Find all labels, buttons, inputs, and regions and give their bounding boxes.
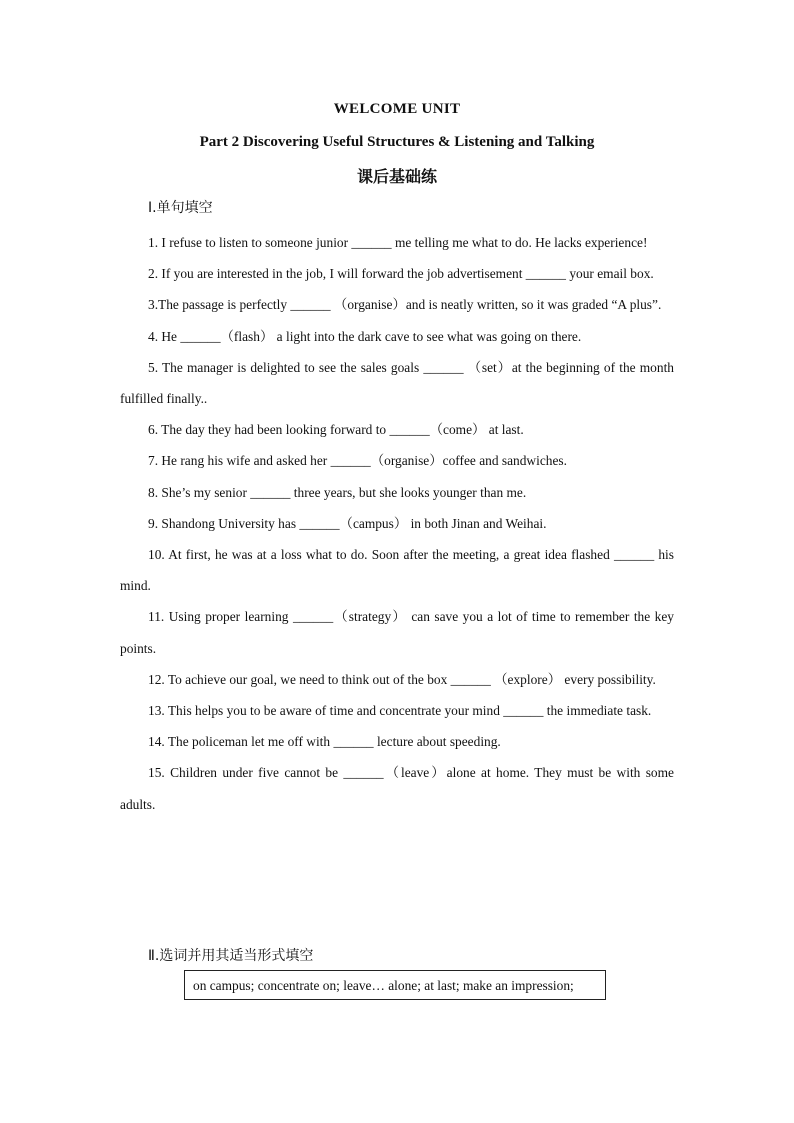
question-item: 7. He rang his wife and asked her ______（organise）coffee and sandwiches.	[148, 453, 567, 469]
word-bank-box: on campus; concentrate on; leave… alone; at last; make an impression;	[184, 970, 606, 1000]
question-item: 1. I refuse to listen to someone junior ______ me telling me what to do. He lacks experience!	[148, 235, 648, 250]
question-item: 3.The passage is perfectly ______ （organise）and is neatly written, so it was graded “A plus”.	[148, 297, 662, 313]
question-item: 14. The policeman let me off with ______ lecture about speeding.	[148, 734, 501, 750]
question-item: 12. To achieve our goal, we need to think out of the box ______ （explore） every possibility.	[148, 671, 656, 687]
fill-in-list	[120, 227, 674, 820]
lesson-subtitle: Part 2 Discovering Useful Structures & Listening and Talking	[199, 134, 595, 150]
section-2-heading: Ⅱ.选词并用其适当形式填空	[148, 948, 314, 964]
question-item: 9. Shandong University has ______（campus） in both Jinan and Weihai.	[148, 515, 547, 531]
question-item: 10. At first, he was at a loss what to do. Soon after the meeting, a great idea flashed ______ his mind.	[120, 547, 674, 594]
question-item: 15. Children under five cannot be ______（leave）alone at home. They must be with some adults.	[120, 765, 674, 812]
question-item: 5. The manager is delighted to see the sales goals ______ （set）at the beginning of the month fulfilled finally..	[120, 359, 674, 407]
question-item: 13. This helps you to be aware of time and concentrate your mind ______ the immediate task.	[148, 703, 652, 719]
question-item: 4. He ______（flash） a light into the dark cave to see what was going on there.	[148, 328, 582, 344]
question-item: 2. If you are interested in the job, I will forward the job advertisement ______ your email box.	[148, 266, 654, 282]
question-item: 11. Using proper learning ______（strategy） can save you a lot of time to remember the key points.	[120, 609, 674, 656]
question-item: 8. She’s my senior ______ three years, but she looks younger than me.	[148, 484, 527, 500]
section-1-heading: I.单句填空	[148, 200, 213, 216]
unit-title: WELCOME UNIT	[333, 101, 461, 117]
question-item: 6. The day they had been looking forward to ______（come） at last.	[148, 422, 524, 438]
exercise-label: 课后基础练	[356, 167, 437, 186]
